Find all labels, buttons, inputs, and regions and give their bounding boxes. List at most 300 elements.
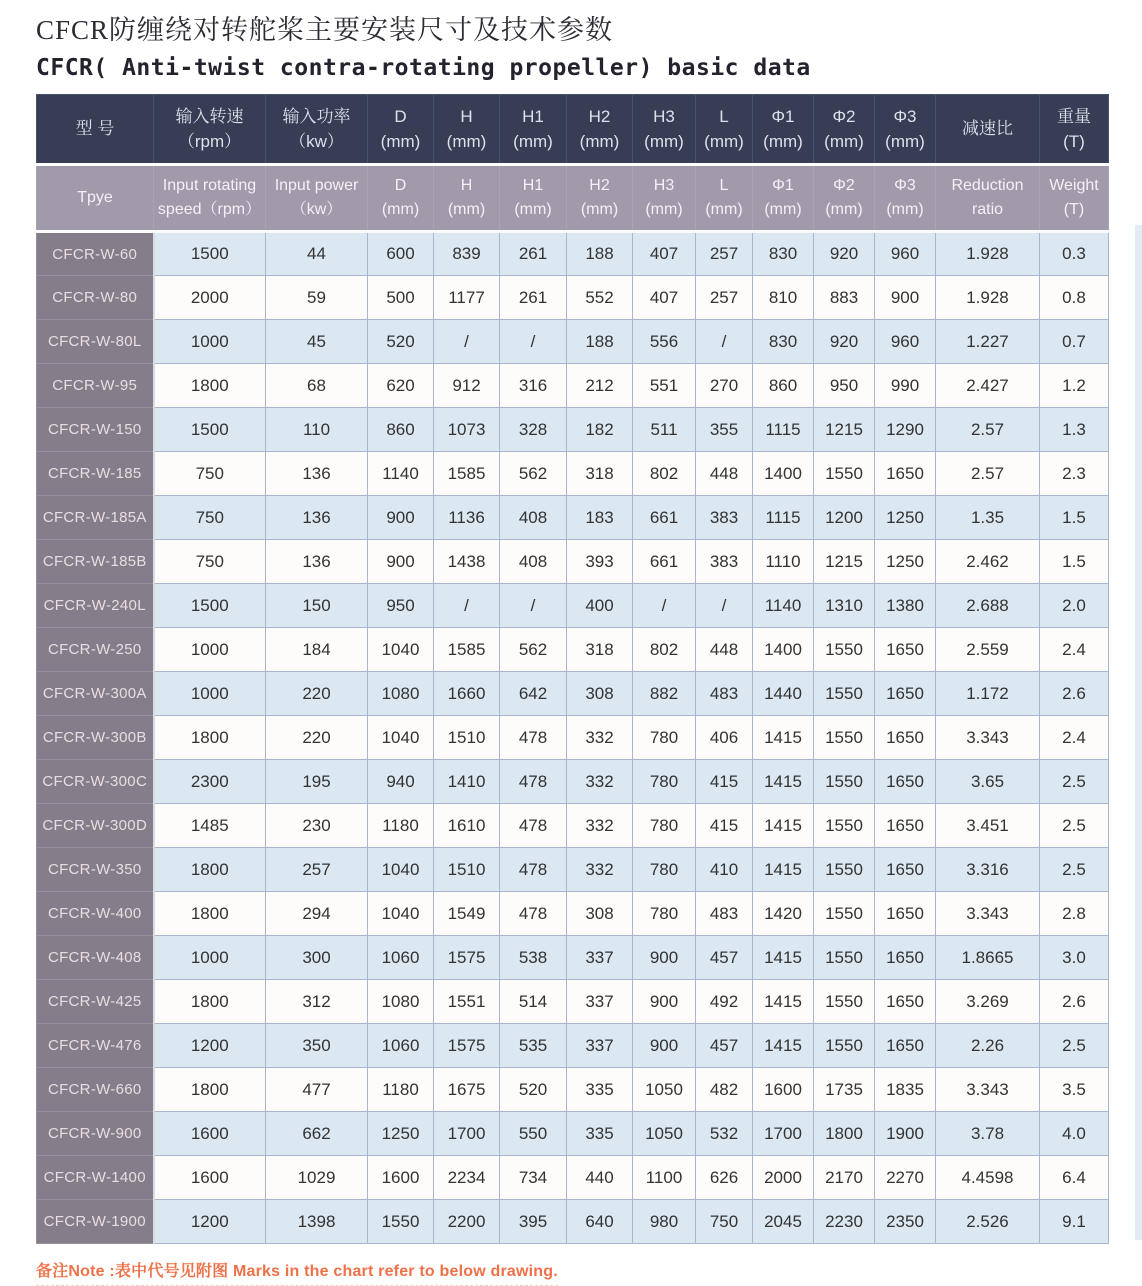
- data-cell: 860: [753, 364, 814, 408]
- header-line: (mm): [580, 201, 619, 218]
- header-line: ratio: [971, 201, 1004, 218]
- data-cell: 355: [696, 408, 753, 452]
- data-cell: 1550: [368, 1200, 434, 1244]
- data-cell: 1415: [753, 848, 814, 892]
- column-header-input-speed-cn: [154, 95, 266, 165]
- column-header-weight-cn: [1040, 95, 1109, 165]
- data-cell: 900: [368, 540, 434, 584]
- data-cell: 1485: [154, 804, 266, 848]
- data-cell: 406: [696, 716, 753, 760]
- data-cell: 44: [266, 232, 368, 276]
- data-cell: 1610: [434, 804, 500, 848]
- data-cell: 2045: [753, 1200, 814, 1244]
- header-line: Φ1: [771, 106, 795, 126]
- data-cell: 1600: [753, 1068, 814, 1112]
- model-cell: CFCR-W-300C: [37, 760, 154, 804]
- data-cell: 3.65: [936, 760, 1040, 804]
- data-cell: 332: [567, 760, 633, 804]
- model-cell: CFCR-W-60: [37, 232, 154, 276]
- model-cell: CFCR-W-80L: [37, 320, 154, 364]
- data-cell: 1250: [368, 1112, 434, 1156]
- table-row: [37, 760, 1109, 804]
- column-header-h1-cn: [500, 95, 567, 165]
- data-cell: 318: [567, 452, 633, 496]
- data-cell: 1550: [814, 716, 875, 760]
- data-cell: 45: [266, 320, 368, 364]
- data-cell: 110: [266, 408, 368, 452]
- data-cell: 3.343: [936, 716, 1040, 760]
- data-cell: 780: [633, 892, 696, 936]
- data-cell: 600: [368, 232, 434, 276]
- data-cell: 2170: [814, 1156, 875, 1200]
- data-cell: 1415: [753, 804, 814, 848]
- table-row: [37, 848, 1109, 892]
- header-line: 输入功率: [282, 106, 351, 126]
- data-cell: 562: [500, 452, 567, 496]
- data-cell: 1550: [814, 672, 875, 716]
- data-cell: 448: [696, 452, 753, 496]
- data-cell: 335: [567, 1068, 633, 1112]
- page-title-cn: CFCR防缠绕对转舵桨主要安装尺寸及技术参数: [36, 15, 614, 45]
- header-line: H1: [522, 177, 544, 194]
- header-line: H3: [653, 106, 675, 126]
- model-cell: CFCR-W-476: [37, 1024, 154, 1068]
- data-cell: 830: [753, 320, 814, 364]
- data-cell: 1080: [368, 672, 434, 716]
- column-header-phi1-cn: [753, 95, 814, 165]
- header-line: (mm): [447, 201, 486, 218]
- data-cell: 1040: [368, 628, 434, 672]
- data-cell: 1000: [154, 320, 266, 364]
- data-cell: 316: [500, 364, 567, 408]
- data-cell: 1500: [154, 584, 266, 628]
- model-cell: CFCR-W-150: [37, 408, 154, 452]
- column-header-d-en: [368, 165, 434, 232]
- header-line: H: [460, 177, 473, 194]
- data-cell: 1550: [814, 628, 875, 672]
- data-cell: 2.5: [1040, 760, 1109, 804]
- model-cell: CFCR-W-1900: [37, 1200, 154, 1244]
- data-cell: 562: [500, 628, 567, 672]
- data-cell: 830: [753, 232, 814, 276]
- table-row: [37, 1200, 1109, 1244]
- data-cell: 220: [266, 716, 368, 760]
- column-header-d-cn: [368, 95, 434, 165]
- data-cell: 337: [567, 1024, 633, 1068]
- data-cell: 1549: [434, 892, 500, 936]
- data-cell: 780: [633, 848, 696, 892]
- data-cell: 1415: [753, 716, 814, 760]
- data-cell: 860: [368, 408, 434, 452]
- data-cell: 1.227: [936, 320, 1040, 364]
- data-cell: 750: [154, 452, 266, 496]
- data-cell: 1415: [753, 1024, 814, 1068]
- data-cell: 802: [633, 628, 696, 672]
- data-cell: /: [500, 320, 567, 364]
- data-cell: 900: [368, 496, 434, 540]
- model-cell: CFCR-W-408: [37, 936, 154, 980]
- header-line: H1: [522, 106, 544, 126]
- header-line: (mm): [381, 201, 420, 218]
- data-cell: 407: [633, 276, 696, 320]
- data-cell: 920: [814, 232, 875, 276]
- data-cell: /: [434, 320, 500, 364]
- data-cell: 640: [567, 1200, 633, 1244]
- data-cell: 1000: [154, 936, 266, 980]
- model-cell: CFCR-W-250: [37, 628, 154, 672]
- data-cell: 68: [266, 364, 368, 408]
- model-cell: CFCR-W-300A: [37, 672, 154, 716]
- header-line: Tpye: [77, 189, 113, 206]
- column-header-phi2-cn: [814, 95, 875, 165]
- data-cell: 308: [567, 892, 633, 936]
- data-cell: 415: [696, 804, 753, 848]
- data-cell: 408: [500, 540, 567, 584]
- data-cell: 1180: [368, 1068, 434, 1112]
- data-cell: 1115: [753, 496, 814, 540]
- data-cell: 400: [567, 584, 633, 628]
- data-cell: 1585: [434, 452, 500, 496]
- data-cell: 1550: [814, 452, 875, 496]
- data-cell: 1415: [753, 936, 814, 980]
- header-line: H3: [653, 177, 675, 194]
- header-line: Φ1: [772, 177, 794, 194]
- data-cell: 1550: [814, 1024, 875, 1068]
- header-line: Φ3: [893, 106, 917, 126]
- data-cell: 1029: [266, 1156, 368, 1200]
- data-cell: 3.343: [936, 892, 1040, 936]
- data-cell: 150: [266, 584, 368, 628]
- data-cell: 478: [500, 892, 567, 936]
- data-cell: 1398: [266, 1200, 368, 1244]
- data-cell: 1585: [434, 628, 500, 672]
- data-cell: 183: [567, 496, 633, 540]
- data-cell: 212: [567, 364, 633, 408]
- table-row: [37, 980, 1109, 1024]
- model-cell: CFCR-W-95: [37, 364, 154, 408]
- data-cell: 750: [154, 540, 266, 584]
- data-cell: 1650: [875, 892, 936, 936]
- data-cell: 478: [500, 848, 567, 892]
- data-cell: 1040: [368, 716, 434, 760]
- data-cell: 4.0: [1040, 1112, 1109, 1156]
- header-row-cn: [37, 95, 1109, 165]
- header-line: （kw）: [289, 132, 344, 151]
- column-header-l-en: [696, 165, 753, 232]
- header-line: Reduction: [951, 177, 1024, 194]
- data-cell: 1140: [368, 452, 434, 496]
- data-cell: 2.4: [1040, 716, 1109, 760]
- column-header-phi2-en: [814, 165, 875, 232]
- table-row: [37, 1112, 1109, 1156]
- data-cell: 408: [500, 496, 567, 540]
- table-row: [37, 540, 1109, 584]
- data-cell: 1200: [154, 1024, 266, 1068]
- data-cell: 478: [500, 804, 567, 848]
- data-cell: 136: [266, 496, 368, 540]
- data-cell: 550: [500, 1112, 567, 1156]
- header-line: (mm): [644, 132, 684, 151]
- data-cell: 492: [696, 980, 753, 1024]
- data-cell: 195: [266, 760, 368, 804]
- data-cell: 1.928: [936, 232, 1040, 276]
- data-cell: 182: [567, 408, 633, 452]
- data-cell: 2350: [875, 1200, 936, 1244]
- data-cell: 1080: [368, 980, 434, 1024]
- data-cell: 1136: [434, 496, 500, 540]
- header-line: Φ3: [894, 177, 916, 194]
- model-cell: CFCR-W-350: [37, 848, 154, 892]
- data-cell: 332: [567, 848, 633, 892]
- data-cell: 1040: [368, 892, 434, 936]
- data-cell: 1550: [814, 892, 875, 936]
- data-cell: 2.57: [936, 452, 1040, 496]
- data-cell: 9.1: [1040, 1200, 1109, 1244]
- data-cell: 1310: [814, 584, 875, 628]
- data-cell: 1700: [434, 1112, 500, 1156]
- model-cell: CFCR-W-400: [37, 892, 154, 936]
- data-cell: 900: [633, 980, 696, 1024]
- data-cell: 1550: [814, 936, 875, 980]
- data-cell: 750: [154, 496, 266, 540]
- header-line: (mm): [513, 132, 553, 151]
- data-cell: 1650: [875, 804, 936, 848]
- table-row: [37, 892, 1109, 936]
- table-row: [37, 232, 1109, 276]
- data-cell: 1551: [434, 980, 500, 1024]
- data-cell: 3.78: [936, 1112, 1040, 1156]
- data-cell: 1438: [434, 540, 500, 584]
- header-line: (mm): [579, 132, 620, 151]
- column-header-h-en: [434, 165, 500, 232]
- data-cell: 960: [875, 232, 936, 276]
- data-cell: 900: [633, 936, 696, 980]
- data-cell: 1650: [875, 452, 936, 496]
- data-cell: 535: [500, 1024, 567, 1068]
- data-cell: 1250: [875, 540, 936, 584]
- header-line: L: [719, 106, 729, 126]
- data-cell: 1800: [154, 892, 266, 936]
- data-cell: 520: [500, 1068, 567, 1112]
- header-line: (mm): [380, 132, 421, 151]
- table-row: [37, 936, 1109, 980]
- table-row: [37, 1156, 1109, 1200]
- data-cell: 1800: [154, 716, 266, 760]
- data-cell: 257: [266, 848, 368, 892]
- data-cell: 337: [567, 936, 633, 980]
- data-cell: 1600: [368, 1156, 434, 1200]
- model-cell: CFCR-W-300B: [37, 716, 154, 760]
- data-cell: 0.3: [1040, 232, 1109, 276]
- page-edge-strip: [1135, 225, 1142, 1240]
- column-header-phi1-en: [753, 165, 814, 232]
- data-cell: 1575: [434, 1024, 500, 1068]
- header-line: （kw）: [290, 201, 343, 218]
- data-cell: 294: [266, 892, 368, 936]
- data-cell: 410: [696, 848, 753, 892]
- data-cell: 1835: [875, 1068, 936, 1112]
- column-header-h3-en: [633, 165, 696, 232]
- header-line: H2: [589, 177, 610, 194]
- model-cell: CFCR-W-240L: [37, 584, 154, 628]
- data-cell: 136: [266, 540, 368, 584]
- data-cell: 1650: [875, 848, 936, 892]
- data-cell: /: [434, 584, 500, 628]
- data-cell: 6.4: [1040, 1156, 1109, 1200]
- data-cell: /: [500, 584, 567, 628]
- data-cell: 3.316: [936, 848, 1040, 892]
- header-line: (T): [1063, 201, 1085, 218]
- table-row: [37, 1068, 1109, 1112]
- data-cell: 350: [266, 1024, 368, 1068]
- table-row: [37, 672, 1109, 716]
- data-cell: 1200: [154, 1200, 266, 1244]
- data-cell: 620: [368, 364, 434, 408]
- column-header-reduction-ratio-cn: [936, 95, 1040, 165]
- column-header-h2-cn: [567, 95, 633, 165]
- data-cell: 2230: [814, 1200, 875, 1244]
- data-cell: 661: [633, 540, 696, 584]
- data-cell: 3.451: [936, 804, 1040, 848]
- data-cell: 395: [500, 1200, 567, 1244]
- data-cell: 1.5: [1040, 496, 1109, 540]
- data-cell: 335: [567, 1112, 633, 1156]
- table-row: [37, 584, 1109, 628]
- data-cell: 415: [696, 760, 753, 804]
- column-header-weight-en: [1040, 165, 1109, 232]
- column-header-model-en: [37, 165, 154, 232]
- data-cell: 1050: [633, 1068, 696, 1112]
- data-cell: 780: [633, 804, 696, 848]
- data-cell: 1650: [875, 980, 936, 1024]
- data-cell: 3.269: [936, 980, 1040, 1024]
- data-cell: 188: [567, 232, 633, 276]
- column-header-input-speed-en: [154, 165, 266, 232]
- data-cell: 1290: [875, 408, 936, 452]
- data-cell: 1650: [875, 760, 936, 804]
- data-cell: 1060: [368, 1024, 434, 1068]
- data-cell: 1040: [368, 848, 434, 892]
- data-cell: 318: [567, 628, 633, 672]
- data-cell: 1.3: [1040, 408, 1109, 452]
- column-header-h3-cn: [633, 95, 696, 165]
- data-cell: 990: [875, 364, 936, 408]
- data-cell: 661: [633, 496, 696, 540]
- header-line: (mm): [885, 132, 925, 151]
- data-cell: 1215: [814, 408, 875, 452]
- data-cell: 1410: [434, 760, 500, 804]
- data-cell: 802: [633, 452, 696, 496]
- header-line: speed（rpm）: [157, 201, 262, 218]
- data-cell: 2234: [434, 1156, 500, 1200]
- table-row: [37, 1024, 1109, 1068]
- data-cell: 136: [266, 452, 368, 496]
- data-cell: 483: [696, 892, 753, 936]
- column-header-h2-en: [567, 165, 633, 232]
- data-cell: 448: [696, 628, 753, 672]
- data-cell: 1650: [875, 1024, 936, 1068]
- data-cell: 538: [500, 936, 567, 980]
- data-cell: 2.6: [1040, 980, 1109, 1024]
- data-cell: 920: [814, 320, 875, 364]
- data-cell: 552: [567, 276, 633, 320]
- data-cell: 2.0: [1040, 584, 1109, 628]
- data-cell: 1.928: [936, 276, 1040, 320]
- data-cell: 1073: [434, 408, 500, 452]
- data-cell: 393: [567, 540, 633, 584]
- data-cell: 1.172: [936, 672, 1040, 716]
- table-row: [37, 496, 1109, 540]
- data-cell: 2.4: [1040, 628, 1109, 672]
- data-cell: 662: [266, 1112, 368, 1156]
- data-cell: 1420: [753, 892, 814, 936]
- data-cell: 2300: [154, 760, 266, 804]
- data-cell: 3.5: [1040, 1068, 1109, 1112]
- model-cell: CFCR-W-425: [37, 980, 154, 1024]
- page-title-en: CFCR( Anti-twist contra-rotating propeller) basic data: [36, 55, 811, 81]
- data-cell: 2.688: [936, 584, 1040, 628]
- data-cell: 59: [266, 276, 368, 320]
- data-cell: 477: [266, 1068, 368, 1112]
- table-row: [37, 628, 1109, 672]
- data-cell: 1650: [875, 716, 936, 760]
- data-cell: 1400: [753, 628, 814, 672]
- data-cell: /: [696, 320, 753, 364]
- footnote: 备注Note :表中代号见附图 Marks in the chart refer to below drawing.: [36, 1258, 558, 1286]
- data-cell: 478: [500, 716, 567, 760]
- data-cell: 1650: [875, 936, 936, 980]
- header-line: （rpm）: [177, 132, 242, 151]
- data-cell: 1510: [434, 848, 500, 892]
- data-cell: 750: [696, 1200, 753, 1244]
- data-cell: 1550: [814, 980, 875, 1024]
- data-cell: 514: [500, 980, 567, 1024]
- header-line: H: [460, 106, 473, 126]
- header-line: Weight: [1049, 177, 1099, 194]
- data-cell: 1440: [753, 672, 814, 716]
- data-cell: 257: [696, 232, 753, 276]
- data-cell: 556: [633, 320, 696, 364]
- data-cell: 1800: [154, 364, 266, 408]
- header-line: (mm): [446, 132, 487, 151]
- data-cell: 2.526: [936, 1200, 1040, 1244]
- data-cell: 1400: [753, 452, 814, 496]
- data-cell: 407: [633, 232, 696, 276]
- data-cell: 1575: [434, 936, 500, 980]
- data-cell: 1500: [154, 408, 266, 452]
- header-row-en: [37, 165, 1109, 232]
- data-cell: 2000: [154, 276, 266, 320]
- data-cell: 1550: [814, 848, 875, 892]
- data-cell: 1380: [875, 584, 936, 628]
- data-cell: 1215: [814, 540, 875, 584]
- header-line: (mm): [645, 201, 683, 218]
- data-cell: 1660: [434, 672, 500, 716]
- data-cell: 1510: [434, 716, 500, 760]
- data-cell: 532: [696, 1112, 753, 1156]
- header-line: Input rotating: [162, 177, 257, 194]
- data-cell: 1200: [814, 496, 875, 540]
- data-cell: 2270: [875, 1156, 936, 1200]
- model-cell: CFCR-W-185B: [37, 540, 154, 584]
- column-header-h1-en: [500, 165, 567, 232]
- data-cell: 960: [875, 320, 936, 364]
- data-cell: 1140: [753, 584, 814, 628]
- data-cell: 257: [696, 276, 753, 320]
- data-cell: 188: [567, 320, 633, 364]
- data-cell: 1100: [633, 1156, 696, 1200]
- header-line: 重量: [1057, 106, 1091, 126]
